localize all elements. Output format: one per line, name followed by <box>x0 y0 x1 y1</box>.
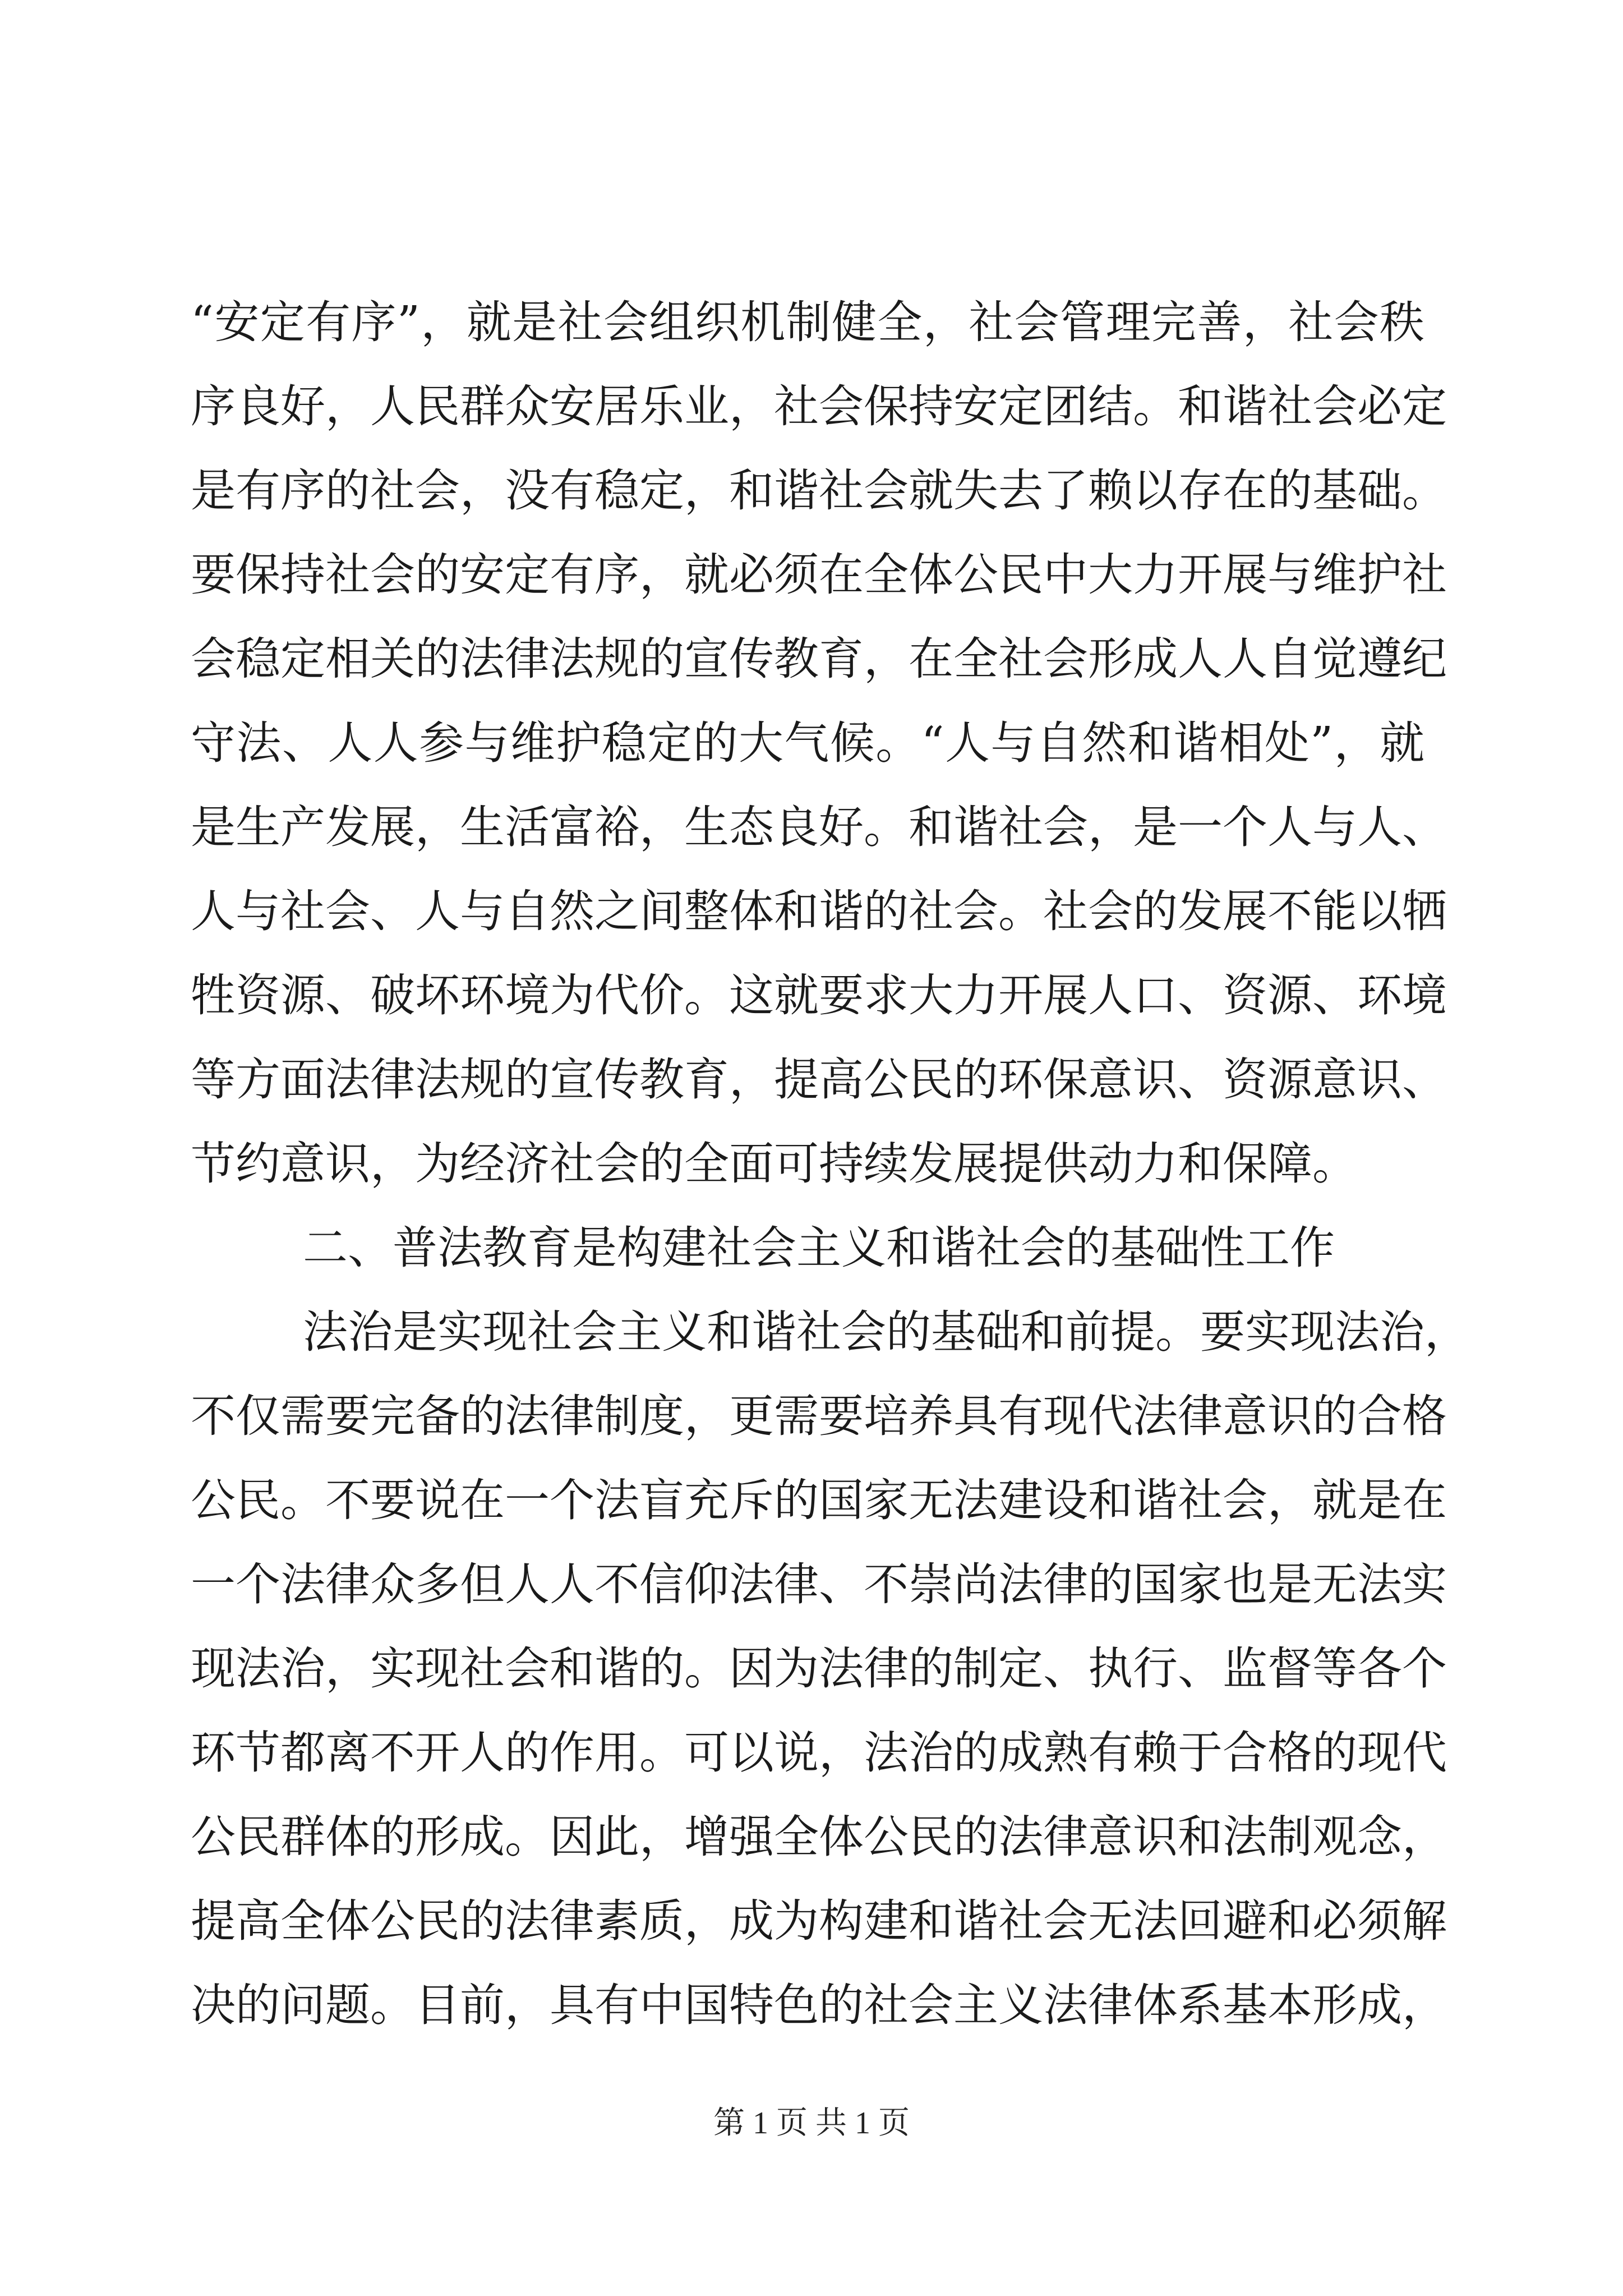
body-text-line: 会稳定相关的法律法规的宣传教育，在全社会形成人人自觉遵纪 <box>191 633 1447 685</box>
page-footer: 第 1 页 共 1 页 <box>713 2106 910 2141</box>
body-text-line: 决的问题。目前，具有中国特色的社会主义法律体系基本形成， <box>191 1979 1447 2031</box>
body-text-line: 序良好，人民群众安居乐业，社会保持安定团结。和谐社会必定 <box>191 380 1447 432</box>
body-text-line: 公民群体的形成。因此，增强全体公民的法律意识和法制观念， <box>191 1811 1447 1863</box>
body-text-line: “安定有序”，就是社会组织机制健全，社会管理完善，社会秩 <box>191 296 1424 348</box>
body-text-line: 人与社会、人与自然之间整体和谐的社会。社会的发展不能以牺 <box>191 885 1447 937</box>
body-text-line: 是有序的社会，没有稳定，和谐社会就失去了赖以存在的基础。 <box>191 464 1447 517</box>
body-text-line: 现法治，实现社会和谐的。因为法律的制定、执行、监督等各个 <box>191 1642 1447 1695</box>
body-text-line: 法治是实现社会主义和谐社会的基础和前提。要实现法治， <box>303 1306 1469 1358</box>
section-heading: 二、普法教育是构建社会主义和谐社会的基础性工作 <box>303 1222 1335 1274</box>
body-text-line: 不仅需要完备的法律制度，更需要培养具有现代法律意识的合格 <box>191 1390 1447 1442</box>
body-text-line: 是生产发展，生活富裕，生态良好。和谐社会，是一个人与人、 <box>191 801 1447 853</box>
body-text-line: 牲资源、破坏环境为代价。这就要求大力开展人口、资源、环境 <box>191 969 1447 1022</box>
body-text-line: 守法、人人参与维护稳定的大气候。“人与自然和谐相处”，就 <box>191 717 1424 769</box>
body-text-line: 一个法律众多但人人不信仰法律、不崇尚法律的国家也是无法实 <box>191 1558 1447 1611</box>
body-text-line: 提高全体公民的法律素质，成为构建和谐社会无法回避和必须解 <box>191 1895 1447 1947</box>
body-text-line: 环节都离不开人的作用。可以说，法治的成熟有赖于合格的现代 <box>191 1727 1447 1779</box>
body-text-line: 要保持社会的安定有序，就必须在全体公民中大力开展与维护社 <box>191 549 1447 601</box>
body-text-line: 公民。不要说在一个法盲充斥的国家无法建设和谐社会，就是在 <box>191 1474 1447 1526</box>
body-text-line: 节约意识，为经济社会的全面可持续发展提供动力和保障。 <box>191 1138 1357 1190</box>
body-text-line: 等方面法律法规的宣传教育，提高公民的环保意识、资源意识、 <box>191 1053 1447 1106</box>
